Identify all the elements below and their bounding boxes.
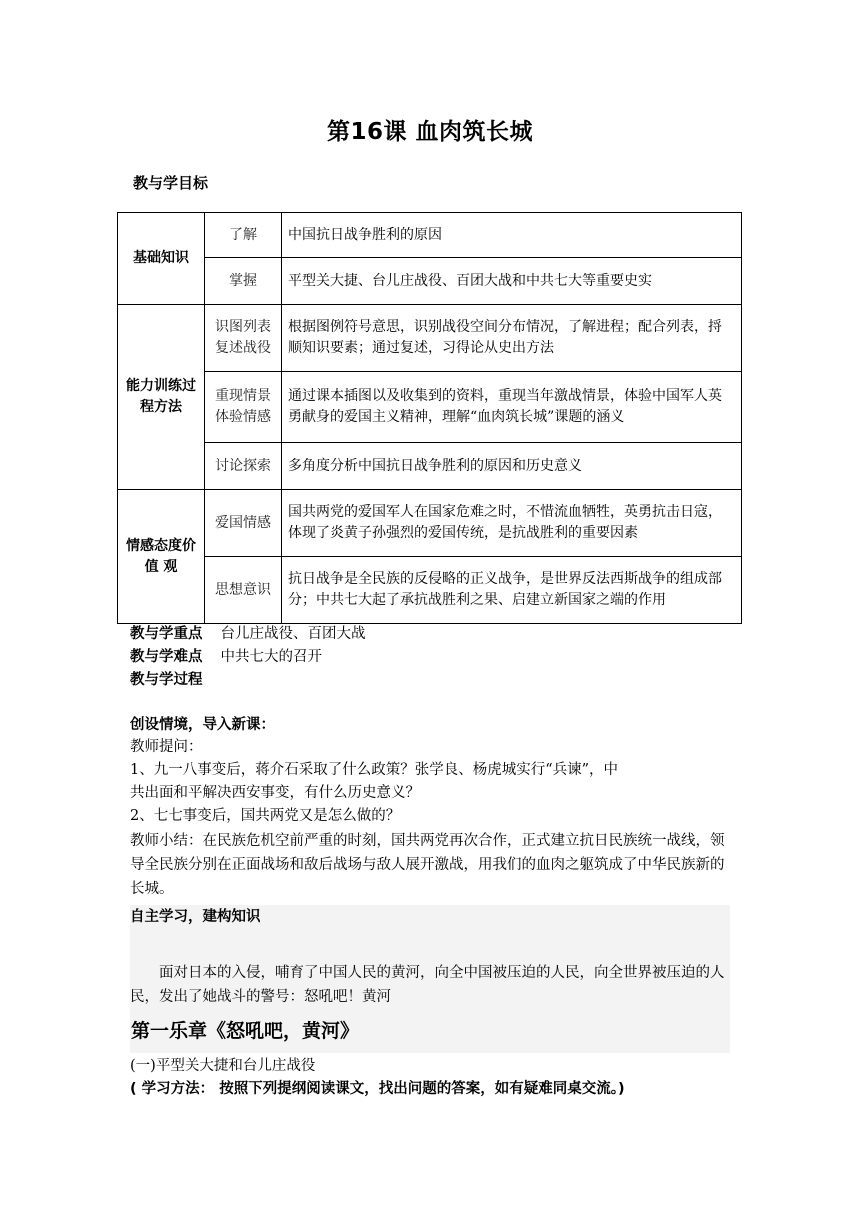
subsection-title: (一)平型关大捷和台儿庄战役	[130, 1058, 316, 1074]
intro-paragraph: 面对日本的入侵，哺育了中国人民的黄河，向全中国被压迫的人民，向全世界被压迫的人民，发出了她战斗的警号：怒吼吧！黄河	[130, 965, 725, 1005]
desc-cell: 中国抗日战争胜利的原因	[282, 213, 742, 258]
question-1-line-1: 1、九一八事变后，蒋介石采取了什么政策？张学良、杨虎城实行“兵谏”，中	[130, 762, 619, 778]
difficult-points-label: 教与学难点	[130, 649, 203, 665]
category-cell: 能力训练过程方法	[118, 305, 205, 490]
process-label: 教与学过程	[130, 672, 203, 688]
desc-cell: 通过课本插图以及收集到的资料，重现当年激战情景，体验中国军人英勇献身的爱国主义精神，理解“血肉筑长城”课题的涵义	[282, 372, 742, 443]
sub-cell: 重现情景体验情感	[205, 372, 282, 443]
difficult-points	[130, 646, 322, 668]
sub-cell: 掌握	[205, 258, 282, 305]
objectives-label: 教与学目标	[133, 174, 209, 192]
table-row	[118, 490, 742, 557]
desc-cell: 根据图例符号意思，识别战役空间分布情况，了解进程；配合列表，捋顺知识要素；通过复述，习得论从史出方法	[282, 305, 742, 372]
table-row	[118, 305, 742, 372]
key-points-label: 教与学重点	[130, 626, 203, 642]
category-cell: 基础知识	[118, 213, 205, 305]
goals-table	[117, 212, 742, 624]
question-2: 2、七七事变后，国共两党又是怎么做的？	[130, 808, 401, 824]
table-row	[118, 213, 742, 258]
sub-cell: 讨论探索	[205, 443, 282, 490]
sub-cell: 爱国情感	[205, 490, 282, 557]
desc-cell: 抗日战争是全民族的反侵略的正义战争，是世界反法西斯战争的组成部分；中共七大起了承抗战胜利之果、启建立新国家之端的作用	[282, 557, 742, 624]
desc-cell: 平型关大捷、台儿庄战役、百团大战和中共七大等重要史实	[282, 258, 742, 305]
table-row	[118, 443, 742, 490]
sub-cell: 思想意识	[205, 557, 282, 624]
desc-cell: 国共两党的爱国军人在国家危难之时，不惜流血牺牲，英勇抗击日寇，体现了炎黄子孙强烈的爱国传统，是抗战胜利的重要因素	[282, 490, 742, 557]
table-row	[118, 372, 742, 443]
lesson-title: 第16课 血肉筑长城	[326, 119, 533, 145]
section-heading-self-study: 自主学习，建构知识	[130, 909, 261, 925]
teacher-summary: 教师小结：在民族危机空前严重的时刻，国共两党再次合作，正式建立抗日民族统一战线，领导全民族分别在正面战场和敌后战场与敌人展开激战，用我们的血肉之躯筑成了中华民族新的长城。	[130, 833, 725, 897]
key-points	[130, 623, 366, 645]
category-cell: 情感态度价 值 观	[118, 490, 205, 624]
key-points-value: 台儿庄战役、百团大战	[220, 626, 366, 642]
desc-cell: 多角度分析中国抗日战争胜利的原因和历史意义	[282, 443, 742, 490]
sub-cell: 了解	[205, 213, 282, 258]
chapter-heading: 第一乐章《怒吼吧，黄河》	[131, 1020, 360, 1042]
difficult-points-value: 中共七大的召开	[220, 649, 322, 665]
table-row	[118, 258, 742, 305]
teacher-question-label: 教师提问：	[130, 739, 203, 755]
table-row	[118, 557, 742, 624]
question-1-line-2: 共出面和平解决西安事变，有什么历史意义？	[130, 785, 420, 801]
section-heading-intro: 创设情境，导入新课：	[130, 717, 275, 733]
sub-cell: 识图列表复述战役	[205, 305, 282, 372]
study-method: ( 学习方法： 按照下列提纲阅读课文，找出问题的答案，如有疑难同桌交流。)	[130, 1081, 625, 1097]
